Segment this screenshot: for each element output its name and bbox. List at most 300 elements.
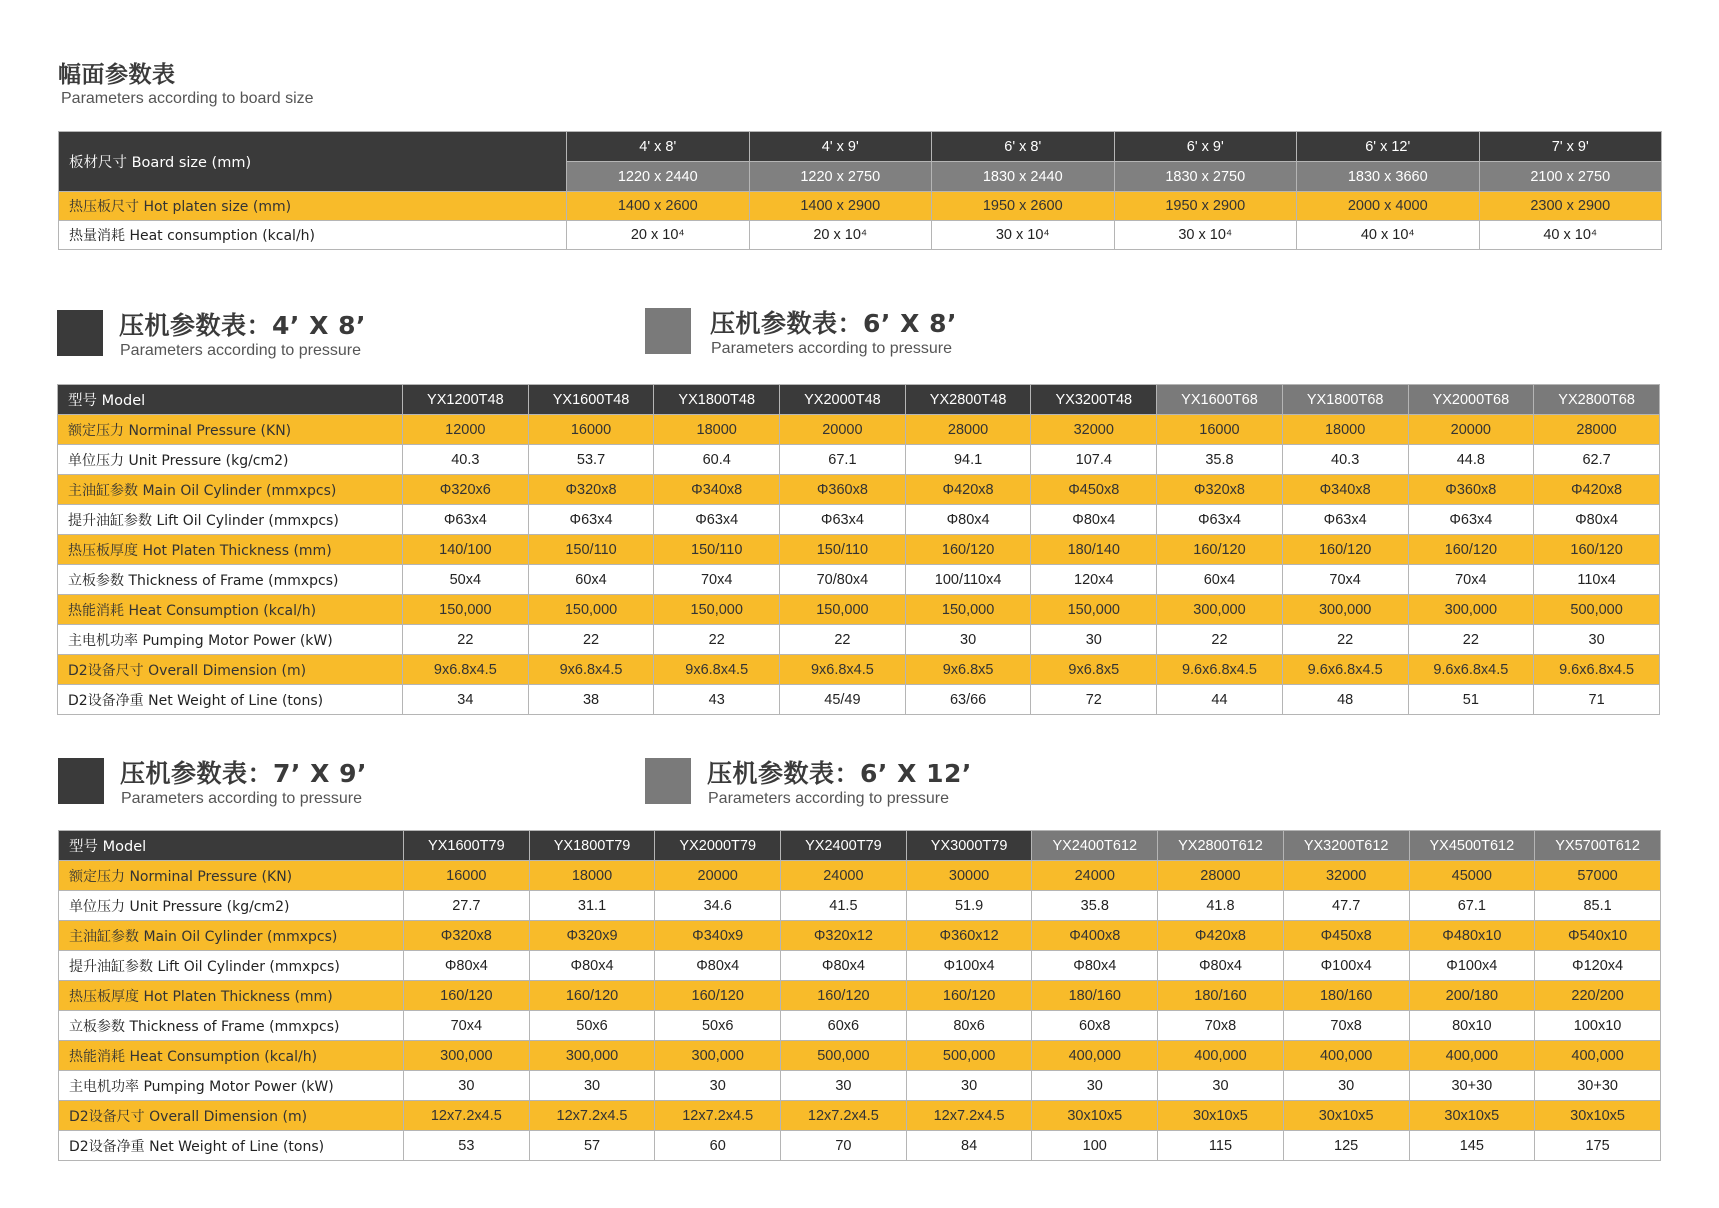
table-cell: 12x7.2x4.5 <box>404 1101 530 1131</box>
table-cell: 60x8 <box>1032 1011 1158 1041</box>
table-cell: 107.4 <box>1031 445 1157 475</box>
table-cell: Φ80x4 <box>1158 951 1284 981</box>
table-cell: Φ63x4 <box>1408 505 1534 535</box>
board-size-table <box>58 131 1662 250</box>
table-cell: 12x7.2x4.5 <box>655 1101 781 1131</box>
table-cell: 2300 x 2900 <box>1479 192 1662 221</box>
table-cell: 60 <box>655 1131 781 1161</box>
board-size-mm-cell: 1220 x 2440 <box>567 162 750 192</box>
table-cell: 9x6.8x5 <box>1031 655 1157 685</box>
table-cell: 145 <box>1409 1131 1535 1161</box>
table-row <box>58 505 1660 535</box>
table-cell: 57000 <box>1535 861 1661 891</box>
table-cell: 30x10x5 <box>1409 1101 1535 1131</box>
table-cell: 38 <box>528 685 654 715</box>
table-cell: 400,000 <box>1535 1041 1661 1071</box>
table-cell: Φ100x4 <box>1409 951 1535 981</box>
table-cell: Φ450x8 <box>1031 475 1157 505</box>
table-cell: 44.8 <box>1408 445 1534 475</box>
table-cell: 100x10 <box>1535 1011 1661 1041</box>
table-row <box>59 981 1661 1011</box>
section-marker-gray <box>645 308 691 354</box>
table-cell: Φ80x4 <box>1534 505 1660 535</box>
table-cell: 220/200 <box>1535 981 1661 1011</box>
table-row <box>58 595 1660 625</box>
table-cell: Φ80x4 <box>1031 505 1157 535</box>
table-row <box>59 1071 1661 1101</box>
row-label: 热量消耗 Heat consumption (kcal/h) <box>59 221 567 250</box>
table-cell: 70x4 <box>1282 565 1408 595</box>
table-cell: 12000 <box>403 415 529 445</box>
table-cell: 30+30 <box>1409 1071 1535 1101</box>
table-cell: 85.1 <box>1535 891 1661 921</box>
table-cell: 300,000 <box>1408 595 1534 625</box>
model-header-cell: YX2000T68 <box>1408 385 1534 415</box>
table-cell: Φ63x4 <box>1157 505 1283 535</box>
table-cell: 30x10x5 <box>1032 1101 1158 1131</box>
board-size-mm-cell: 1830 x 2440 <box>932 162 1115 192</box>
table-cell: 160/120 <box>1534 535 1660 565</box>
table-cell: 28000 <box>1158 861 1284 891</box>
model-header-cell: YX1200T48 <box>403 385 529 415</box>
table-cell: 400,000 <box>1032 1041 1158 1071</box>
table-cell: 40.3 <box>1282 445 1408 475</box>
table-cell: 150/110 <box>780 535 906 565</box>
table-cell: 300,000 <box>404 1041 530 1071</box>
row-label: D2设备尺寸 Overall Dimension (m) <box>58 655 403 685</box>
board-size-ft-cell: 7' x 9' <box>1479 132 1662 162</box>
table-cell: Φ80x4 <box>781 951 907 981</box>
model-header-cell: YX5700T612 <box>1535 831 1661 861</box>
table-cell: Φ340x8 <box>1282 475 1408 505</box>
table-cell: 30+30 <box>1535 1071 1661 1101</box>
board-size-title: 幅面参数表 <box>58 62 176 88</box>
section-marker-dark <box>57 310 103 356</box>
press-7x9-subtitle: Parameters according to pressure <box>121 790 362 807</box>
board-size-ft-cell: 6' x 12' <box>1297 132 1480 162</box>
table-cell: 160/120 <box>1282 535 1408 565</box>
table-cell: 160/120 <box>1408 535 1534 565</box>
row-label: 单位压力 Unit Pressure (kg/cm2) <box>58 445 403 475</box>
table-cell: 45000 <box>1409 861 1535 891</box>
table-cell: 22 <box>780 625 906 655</box>
table-cell: Φ63x4 <box>528 505 654 535</box>
table-row <box>59 861 1661 891</box>
table-cell: 30x10x5 <box>1535 1101 1661 1131</box>
table-cell: 70x4 <box>1408 565 1534 595</box>
board-size-mm-cell: 2100 x 2750 <box>1479 162 1662 192</box>
model-header-row <box>58 385 1660 415</box>
table-row <box>58 445 1660 475</box>
row-label: D2设备净重 Net Weight of Line (tons) <box>58 685 403 715</box>
model-header-cell: YX4500T612 <box>1409 831 1535 861</box>
table-cell: 50x4 <box>403 565 529 595</box>
table-cell: 41.5 <box>781 891 907 921</box>
table-cell: Φ63x4 <box>403 505 529 535</box>
table-cell: Φ80x4 <box>1032 951 1158 981</box>
table-cell: Φ63x4 <box>1282 505 1408 535</box>
row-label: 主油缸参数 Main Oil Cylinder (mmxpcs) <box>58 475 403 505</box>
table-cell: 160/120 <box>906 981 1032 1011</box>
model-header-cell: YX2800T48 <box>905 385 1031 415</box>
table-cell: 50x6 <box>529 1011 655 1041</box>
table-cell: 200/180 <box>1409 981 1535 1011</box>
table-cell: 120x4 <box>1031 565 1157 595</box>
table-cell: 35.8 <box>1032 891 1158 921</box>
table-cell: Φ80x4 <box>905 505 1031 535</box>
model-header-cell: YX2800T68 <box>1534 385 1660 415</box>
table-cell: 30 <box>905 625 1031 655</box>
table-cell: 160/120 <box>529 981 655 1011</box>
table-cell: Φ63x4 <box>654 505 780 535</box>
table-cell: 20 x 10⁴ <box>749 221 932 250</box>
table-cell: 84 <box>906 1131 1032 1161</box>
row-label: 立板参数 Thickness of Frame (mmxpcs) <box>59 1011 404 1041</box>
table-cell: 51.9 <box>906 891 1032 921</box>
model-header-cell: YX3200T612 <box>1283 831 1409 861</box>
table-cell: 150/110 <box>654 535 780 565</box>
table-row <box>59 192 1662 221</box>
table-cell: 70x4 <box>654 565 780 595</box>
table-cell: Φ320x8 <box>528 475 654 505</box>
table-row <box>58 685 1660 715</box>
table-cell: 9x6.8x5 <box>905 655 1031 685</box>
row-label: D2设备尺寸 Overall Dimension (m) <box>59 1101 404 1131</box>
table-cell: 30 <box>1032 1071 1158 1101</box>
press-6x8-subtitle: Parameters according to pressure <box>711 340 952 357</box>
model-header-cell: YX2000T79 <box>655 831 781 861</box>
model-header-row <box>59 831 1661 861</box>
table-cell: 80x6 <box>906 1011 1032 1041</box>
row-label: 热能消耗 Heat Consumption (kcal/h) <box>59 1041 404 1071</box>
press-6x12-subtitle: Parameters according to pressure <box>708 790 949 807</box>
table-cell: Φ80x4 <box>404 951 530 981</box>
table-cell: 70x8 <box>1158 1011 1284 1041</box>
model-header-cell: YX2800T612 <box>1158 831 1284 861</box>
table-row <box>59 1131 1661 1161</box>
model-header-cell: YX1600T68 <box>1157 385 1283 415</box>
table-cell: 16000 <box>528 415 654 445</box>
table-cell: 32000 <box>1283 861 1409 891</box>
table-cell: 16000 <box>1157 415 1283 445</box>
table-cell: Φ320x12 <box>781 921 907 951</box>
board-size-subtitle: Parameters according to board size <box>61 90 314 107</box>
table-cell: 110x4 <box>1534 565 1660 595</box>
table-cell: Φ480x10 <box>1409 921 1535 951</box>
table-cell: 34 <box>403 685 529 715</box>
table-cell: 1400 x 2900 <box>749 192 932 221</box>
table-cell: 60x6 <box>781 1011 907 1041</box>
table-cell: 70x8 <box>1283 1011 1409 1041</box>
table-cell: Φ320x9 <box>529 921 655 951</box>
table-cell: 140/100 <box>403 535 529 565</box>
press-6x8-title: 压机参数表：6’ X 8’ <box>710 309 957 338</box>
row-label: 额定压力 Norminal Pressure (KN) <box>58 415 403 445</box>
model-header-cell: YX3000T79 <box>906 831 1032 861</box>
table-cell: 28000 <box>905 415 1031 445</box>
table-cell: 24000 <box>781 861 907 891</box>
table-cell: 30 <box>529 1071 655 1101</box>
table-cell: 18000 <box>654 415 780 445</box>
board-size-header-label: 板材尺寸 Board size (mm) <box>59 132 567 192</box>
table-cell: 12x7.2x4.5 <box>529 1101 655 1131</box>
table-cell: 72 <box>1031 685 1157 715</box>
table-cell: 300,000 <box>1282 595 1408 625</box>
table-row <box>58 475 1660 505</box>
table-cell: 160/120 <box>655 981 781 1011</box>
table-cell: 16000 <box>404 861 530 891</box>
table-cell: 500,000 <box>906 1041 1032 1071</box>
model-header-cell: YX1800T68 <box>1282 385 1408 415</box>
row-label: 提升油缸参数 Lift Oil Cylinder (mmxpcs) <box>58 505 403 535</box>
table-cell: 150,000 <box>654 595 780 625</box>
row-label: 主油缸参数 Main Oil Cylinder (mmxpcs) <box>59 921 404 951</box>
model-header-cell: YX2000T48 <box>780 385 906 415</box>
table-cell: 9x6.8x4.5 <box>528 655 654 685</box>
table-cell: 44 <box>1157 685 1283 715</box>
section-marker-gray <box>645 758 691 804</box>
press-7x9-title: 压机参数表：7’ X 9’ <box>120 759 367 788</box>
row-label: 主电机功率 Pumping Motor Power (kW) <box>59 1071 404 1101</box>
model-header-cell: YX1600T48 <box>528 385 654 415</box>
table-row <box>59 891 1661 921</box>
table-cell: 24000 <box>1032 861 1158 891</box>
table-cell: Φ360x8 <box>1408 475 1534 505</box>
table-cell: 125 <box>1283 1131 1409 1161</box>
row-label: 热压板厚度 Hot Platen Thickness (mm) <box>59 981 404 1011</box>
table-cell: Φ100x4 <box>906 951 1032 981</box>
table-cell: 32000 <box>1031 415 1157 445</box>
table-cell: Φ450x8 <box>1283 921 1409 951</box>
table-cell: 160/120 <box>905 535 1031 565</box>
table-cell: 67.1 <box>780 445 906 475</box>
table-cell: 160/120 <box>1157 535 1283 565</box>
table-cell: 22 <box>1282 625 1408 655</box>
table-cell: 20000 <box>655 861 781 891</box>
table-row <box>59 221 1662 250</box>
table-cell: 9.6x6.8x4.5 <box>1282 655 1408 685</box>
table-cell: 9x6.8x4.5 <box>780 655 906 685</box>
table-cell: 2000 x 4000 <box>1297 192 1480 221</box>
table-cell: 22 <box>1408 625 1534 655</box>
table-cell: 160/120 <box>404 981 530 1011</box>
table-cell: 180/140 <box>1031 535 1157 565</box>
table-cell: 22 <box>654 625 780 655</box>
table-cell: 34.6 <box>655 891 781 921</box>
table-cell: 63/66 <box>905 685 1031 715</box>
board-size-mm-cell: 1830 x 2750 <box>1114 162 1297 192</box>
table-cell: 12x7.2x4.5 <box>906 1101 1032 1131</box>
table-cell: 20 x 10⁴ <box>567 221 750 250</box>
table-cell: 9x6.8x4.5 <box>403 655 529 685</box>
table-row <box>59 1041 1661 1071</box>
table-cell: Φ120x4 <box>1535 951 1661 981</box>
press-table-1 <box>57 384 1660 715</box>
table-cell: Φ63x4 <box>780 505 906 535</box>
row-label: 单位压力 Unit Pressure (kg/cm2) <box>59 891 404 921</box>
table-cell: 30 <box>1283 1071 1409 1101</box>
press-4x8-title: 压机参数表：4’ X 8’ <box>119 311 366 340</box>
table-cell: 22 <box>528 625 654 655</box>
table-cell: 51 <box>1408 685 1534 715</box>
press-6x12-title: 压机参数表：6’ X 12’ <box>707 759 972 788</box>
table-cell: 300,000 <box>1157 595 1283 625</box>
table-cell: 9.6x6.8x4.5 <box>1534 655 1660 685</box>
model-header-cell: YX1600T79 <box>404 831 530 861</box>
table-row <box>58 655 1660 685</box>
table-cell: 67.1 <box>1409 891 1535 921</box>
table-cell: Φ320x6 <box>403 475 529 505</box>
table-cell: 1950 x 2600 <box>932 192 1115 221</box>
board-size-ft-cell: 6' x 8' <box>932 132 1115 162</box>
table-cell: 150,000 <box>528 595 654 625</box>
table-cell: 60x4 <box>528 565 654 595</box>
table-cell: 70/80x4 <box>780 565 906 595</box>
table-cell: 100 <box>1032 1131 1158 1161</box>
table-cell: 70 <box>781 1131 907 1161</box>
table-cell: 45/49 <box>780 685 906 715</box>
table-cell: 22 <box>1157 625 1283 655</box>
table-cell: 27.7 <box>404 891 530 921</box>
board-size-ft-cell: 6' x 9' <box>1114 132 1297 162</box>
table-cell: 48 <box>1282 685 1408 715</box>
table-cell: 400,000 <box>1283 1041 1409 1071</box>
model-header-cell: YX2400T79 <box>781 831 907 861</box>
table-row <box>59 951 1661 981</box>
table-cell: 31.1 <box>529 891 655 921</box>
table-cell: 30x10x5 <box>1283 1101 1409 1131</box>
board-size-ft-cell: 4' x 9' <box>749 132 932 162</box>
table-cell: 30 <box>1158 1071 1284 1101</box>
table-cell: 60x4 <box>1157 565 1283 595</box>
table-cell: 180/160 <box>1032 981 1158 1011</box>
table-cell: 30 <box>781 1071 907 1101</box>
table-row <box>59 1011 1661 1041</box>
board-size-mm-cell: 1220 x 2750 <box>749 162 932 192</box>
table-cell: 18000 <box>1282 415 1408 445</box>
table-cell: 175 <box>1535 1131 1661 1161</box>
table-row <box>59 921 1661 951</box>
table-cell: 30 <box>1534 625 1660 655</box>
table-cell: Φ540x10 <box>1535 921 1661 951</box>
row-label: 热能消耗 Heat Consumption (kcal/h) <box>58 595 403 625</box>
table-cell: 150,000 <box>905 595 1031 625</box>
table-cell: 50x6 <box>655 1011 781 1041</box>
table-cell: 94.1 <box>905 445 1031 475</box>
section-marker-dark <box>58 758 104 804</box>
table-cell: 160/120 <box>781 981 907 1011</box>
table-cell: Φ400x8 <box>1032 921 1158 951</box>
table-cell: Φ340x9 <box>655 921 781 951</box>
table-cell: 30000 <box>906 861 1032 891</box>
table-cell: 400,000 <box>1409 1041 1535 1071</box>
table-cell: 70x4 <box>404 1011 530 1041</box>
row-label: D2设备净重 Net Weight of Line (tons) <box>59 1131 404 1161</box>
table-cell: Φ80x4 <box>655 951 781 981</box>
table-cell: 150/110 <box>528 535 654 565</box>
table-cell: 30 x 10⁴ <box>1114 221 1297 250</box>
table-cell: Φ340x8 <box>654 475 780 505</box>
table-cell: 500,000 <box>781 1041 907 1071</box>
table-row <box>58 415 1660 445</box>
board-header-row <box>59 132 1662 162</box>
table-cell: 22 <box>403 625 529 655</box>
press-table-2 <box>58 830 1661 1161</box>
table-cell: 28000 <box>1534 415 1660 445</box>
row-label: 额定压力 Norminal Pressure (KN) <box>59 861 404 891</box>
model-header-cell: YX1800T48 <box>654 385 780 415</box>
table-cell: 180/160 <box>1283 981 1409 1011</box>
press-4x8-subtitle: Parameters according to pressure <box>120 342 361 359</box>
table-cell: 1400 x 2600 <box>567 192 750 221</box>
table-row <box>58 535 1660 565</box>
model-header-cell: YX2400T612 <box>1032 831 1158 861</box>
table-cell: 150,000 <box>403 595 529 625</box>
table-cell: Φ360x8 <box>780 475 906 505</box>
table-cell: 60.4 <box>654 445 780 475</box>
table-cell: 35.8 <box>1157 445 1283 475</box>
table-cell: 18000 <box>529 861 655 891</box>
row-label: 立板参数 Thickness of Frame (mmxpcs) <box>58 565 403 595</box>
table-row <box>58 565 1660 595</box>
table-cell: 47.7 <box>1283 891 1409 921</box>
row-label: 热压板厚度 Hot Platen Thickness (mm) <box>58 535 403 565</box>
table-cell: 40 x 10⁴ <box>1297 221 1480 250</box>
table-cell: 41.8 <box>1158 891 1284 921</box>
table-cell: 30 <box>1031 625 1157 655</box>
table-cell: 400,000 <box>1158 1041 1284 1071</box>
table-cell: 12x7.2x4.5 <box>781 1101 907 1131</box>
table-cell: 53 <box>404 1131 530 1161</box>
table-cell: 71 <box>1534 685 1660 715</box>
table-cell: Φ420x8 <box>905 475 1031 505</box>
table-cell: 30 <box>906 1071 1032 1101</box>
model-header-label: 型号 Model <box>59 831 404 861</box>
row-label: 提升油缸参数 Lift Oil Cylinder (mmxpcs) <box>59 951 404 981</box>
table-row <box>58 625 1660 655</box>
table-cell: 300,000 <box>655 1041 781 1071</box>
row-label: 热压板尺寸 Hot platen size (mm) <box>59 192 567 221</box>
table-cell: 115 <box>1158 1131 1284 1161</box>
table-cell: 150,000 <box>780 595 906 625</box>
table-cell: 30x10x5 <box>1158 1101 1284 1131</box>
model-header-cell: YX1800T79 <box>529 831 655 861</box>
row-label: 主电机功率 Pumping Motor Power (kW) <box>58 625 403 655</box>
table-cell: 40.3 <box>403 445 529 475</box>
table-cell: 9x6.8x4.5 <box>654 655 780 685</box>
table-cell: Φ80x4 <box>529 951 655 981</box>
model-header-label: 型号 Model <box>58 385 403 415</box>
table-cell: 53.7 <box>528 445 654 475</box>
table-cell: 30 <box>655 1071 781 1101</box>
table-cell: 62.7 <box>1534 445 1660 475</box>
table-cell: 57 <box>529 1131 655 1161</box>
table-cell: 1950 x 2900 <box>1114 192 1297 221</box>
model-header-cell: YX3200T48 <box>1031 385 1157 415</box>
table-cell: 9.6x6.8x4.5 <box>1157 655 1283 685</box>
table-cell: 43 <box>654 685 780 715</box>
table-cell: 20000 <box>780 415 906 445</box>
table-cell: 150,000 <box>1031 595 1157 625</box>
table-cell: 30 <box>404 1071 530 1101</box>
table-cell: Φ360x12 <box>906 921 1032 951</box>
board-size-mm-cell: 1830 x 3660 <box>1297 162 1480 192</box>
table-cell: 30 x 10⁴ <box>932 221 1115 250</box>
table-cell: 300,000 <box>529 1041 655 1071</box>
table-row <box>59 1101 1661 1131</box>
table-cell: 40 x 10⁴ <box>1479 221 1662 250</box>
table-cell: Φ100x4 <box>1283 951 1409 981</box>
